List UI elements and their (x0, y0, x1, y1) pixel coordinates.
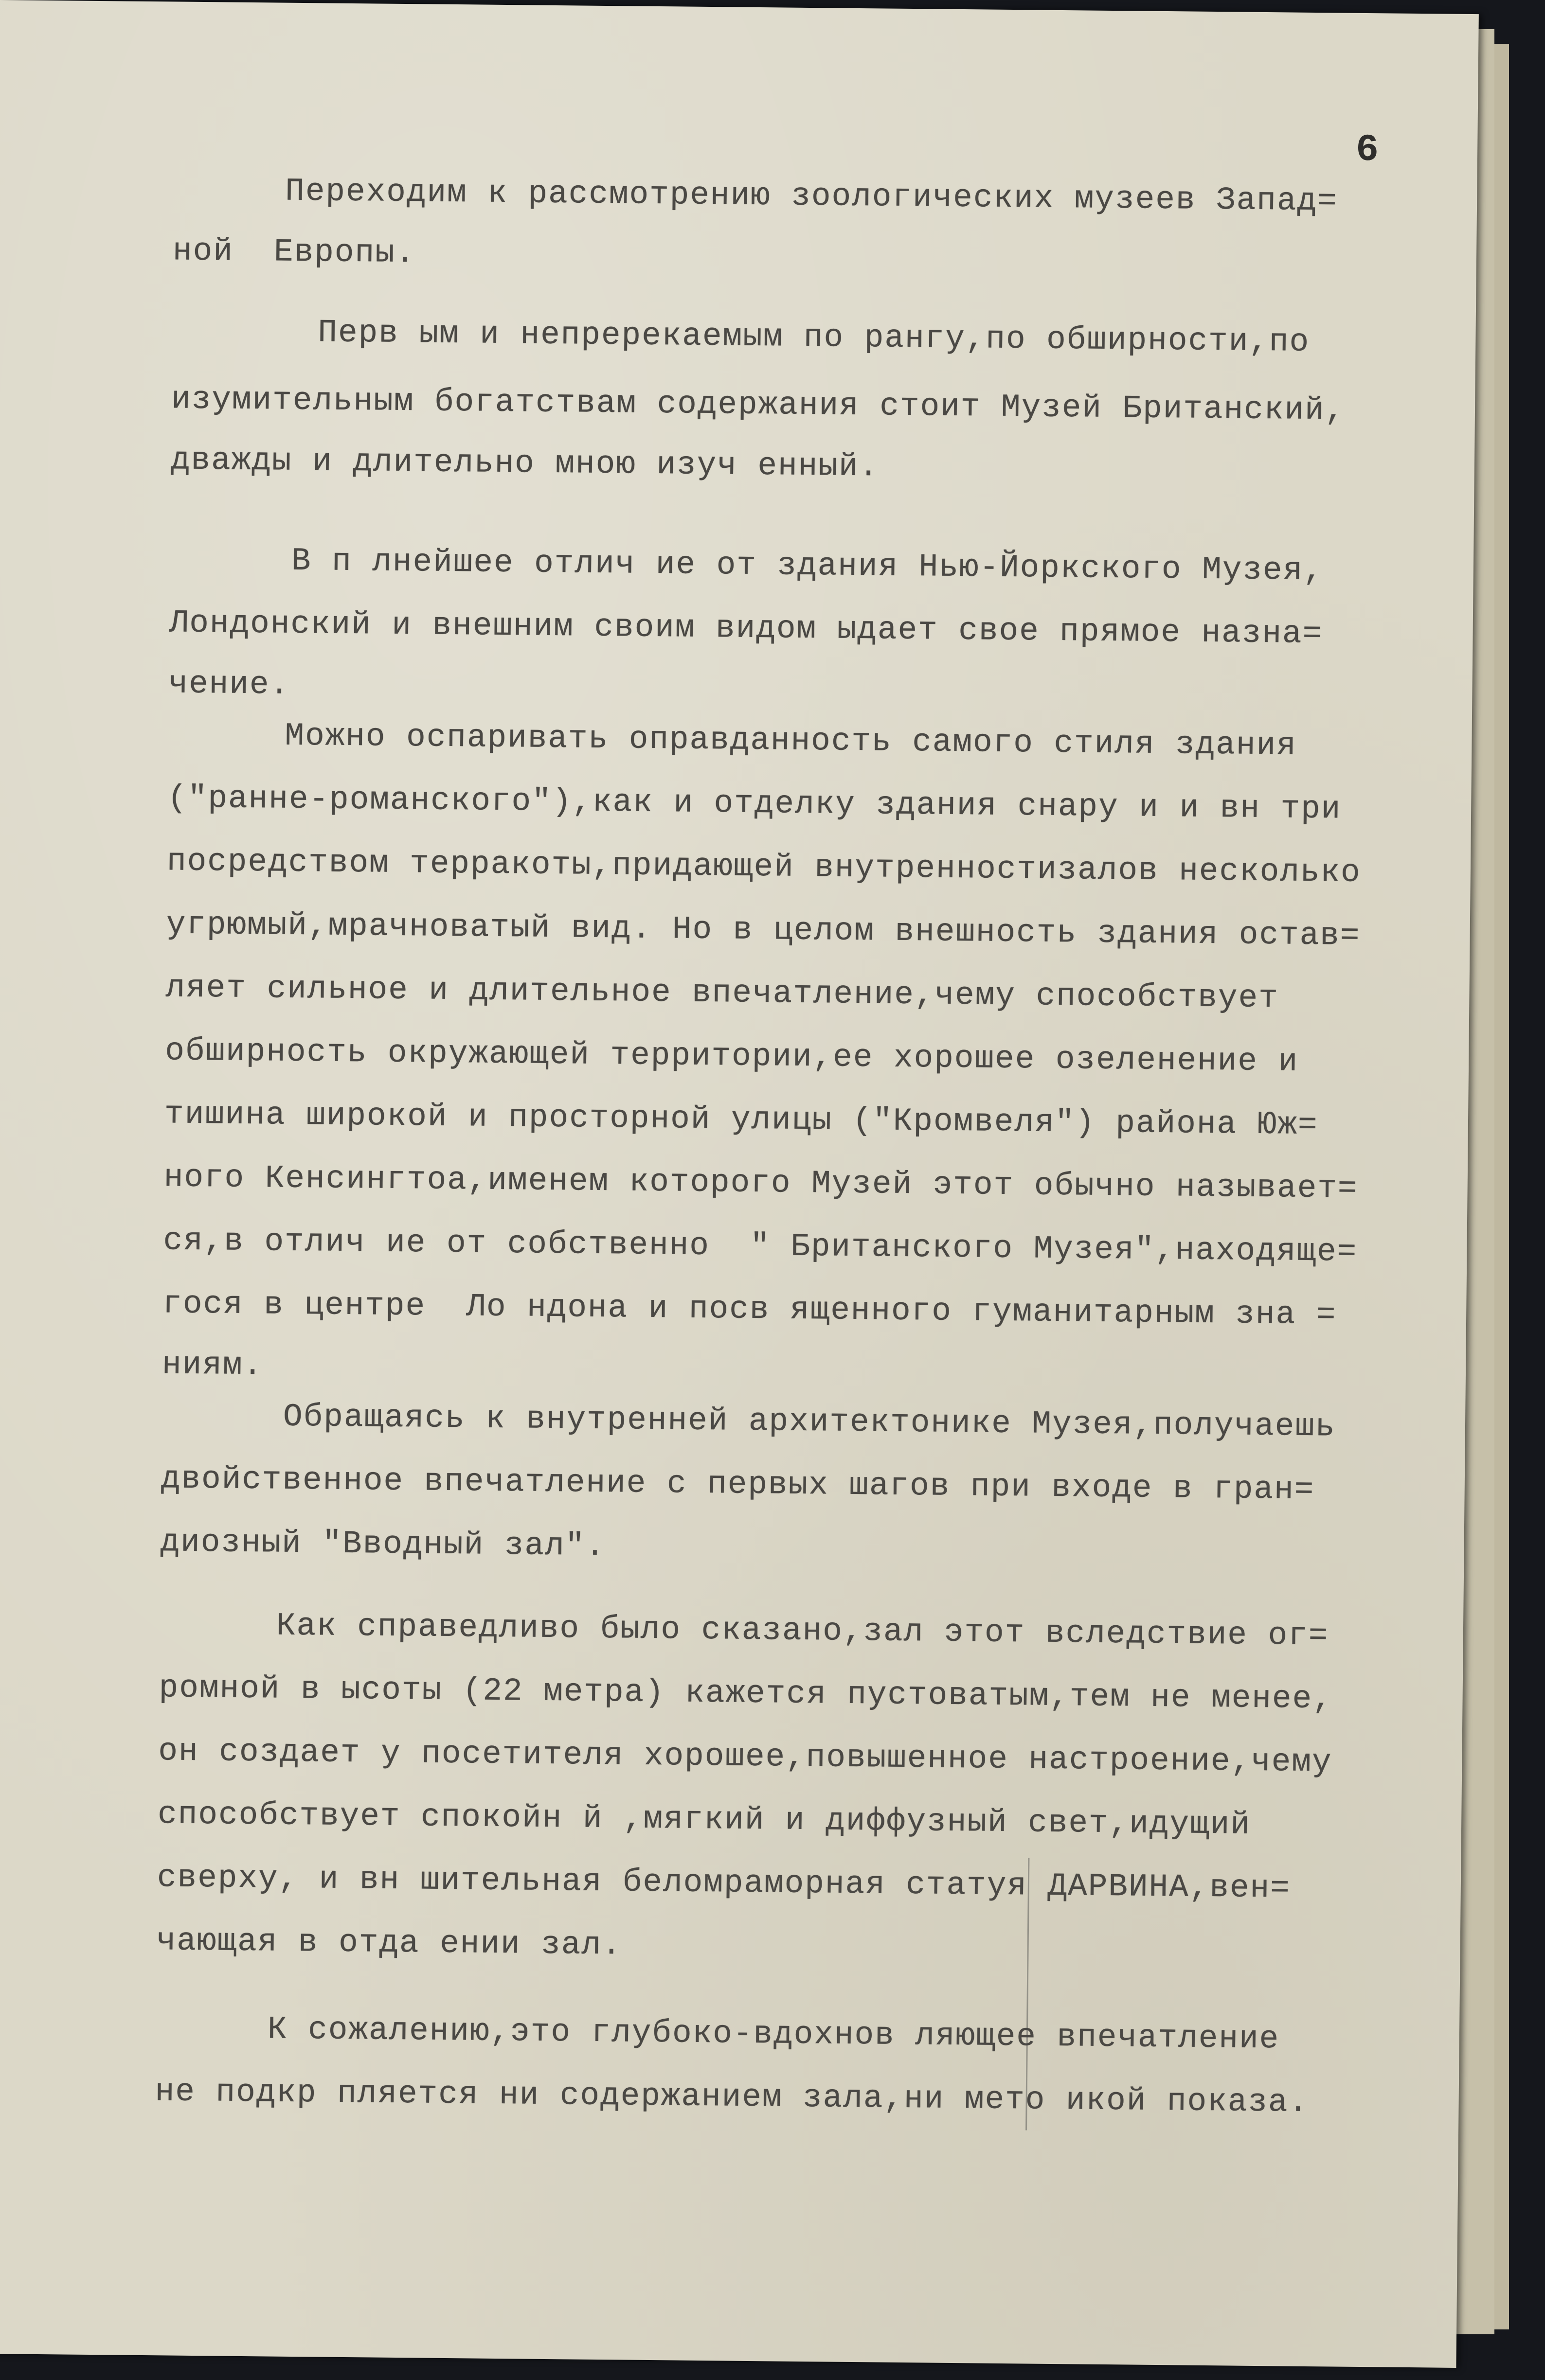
text-line: ниям. (162, 1346, 264, 1384)
text-line: Обращаясь к внутренней архитектонике Музея,получаешь (283, 1398, 1336, 1445)
text-line: ся,в отлич ие от собственно " Британского Музея",находяще= (163, 1222, 1358, 1270)
text-line: двойственное впечатление с первых шагов при входе в гран= (161, 1460, 1315, 1509)
text-line: ного Кенсингтоа,именем которого Музей этот обычно называет= (163, 1159, 1358, 1207)
text-line: он создает у посетителя хорошее,повышенное настроение,чему (158, 1733, 1332, 1781)
text-line: ромной в ысоты (22 метра) кажется пустоватым,тем не менее, (159, 1670, 1333, 1718)
text-line: Можно оспаривать оправданность самого стиля здания (285, 717, 1297, 764)
text-line: чение. (168, 665, 290, 703)
text-line: обширность окружающей территории,ее хорошее озеленение и (164, 1032, 1299, 1080)
text-line: тишина широкой и просторной улицы ("Кромвеля") района Юж= (164, 1096, 1318, 1144)
text-line: Переходим к рассмотрению зоологических музеев Запад= (285, 173, 1338, 220)
text-line: К сожалению,это глубоко-вдохнов ляющее впечатление (267, 2011, 1280, 2058)
text-line: угрюмый,мрачноватый вид. Но в целом внешность здания остав= (166, 906, 1361, 954)
text-line: изумительным богатствам содержания стоит Музей Британский, (171, 381, 1346, 429)
text-line: способствует спокойн й ,мягкий и диффузный свет,идущий (157, 1796, 1251, 1843)
text-line: чающая в отда ении зал. (156, 1922, 622, 1964)
text-line: не подкр пляется ни содержанием зала,ни мето икой показа. (155, 2073, 1309, 2121)
text-line: ной Европы. (172, 232, 416, 272)
text-line: Как справедливо было сказано,зал этот вследствие ог= (276, 1607, 1329, 1654)
text-line: гося в центре Ло ндона и посв ященного гуманитарным зна = (162, 1285, 1337, 1333)
text-line: сверху, и вн шительная беломраморная статуя ДАРВИНА,вен= (157, 1859, 1291, 1907)
text-line: диозный "Вводный зал". (160, 1524, 606, 1565)
text-line: посредством терракоты,придающей внутренностизалов несколько (166, 843, 1362, 891)
text-line: ("ранне-романского"),как и отделку здания снару и и вн три (167, 780, 1342, 828)
text-line: Перв ым и непререкаемым по рангу,по обширности,по (318, 314, 1310, 360)
text-line: ляет сильное и длительное впечатление,чему способствует (165, 969, 1279, 1017)
text-line: Лондонский и внешним своим видом ыдает свое прямое назна= (169, 604, 1323, 653)
text-line: дважды и длительно мною изуч енный. (170, 442, 880, 485)
text-line: В п лнейшее отлич ие от здания Нью-Йоркского Музея, (291, 542, 1324, 589)
page-number: 6 (1355, 128, 1379, 172)
